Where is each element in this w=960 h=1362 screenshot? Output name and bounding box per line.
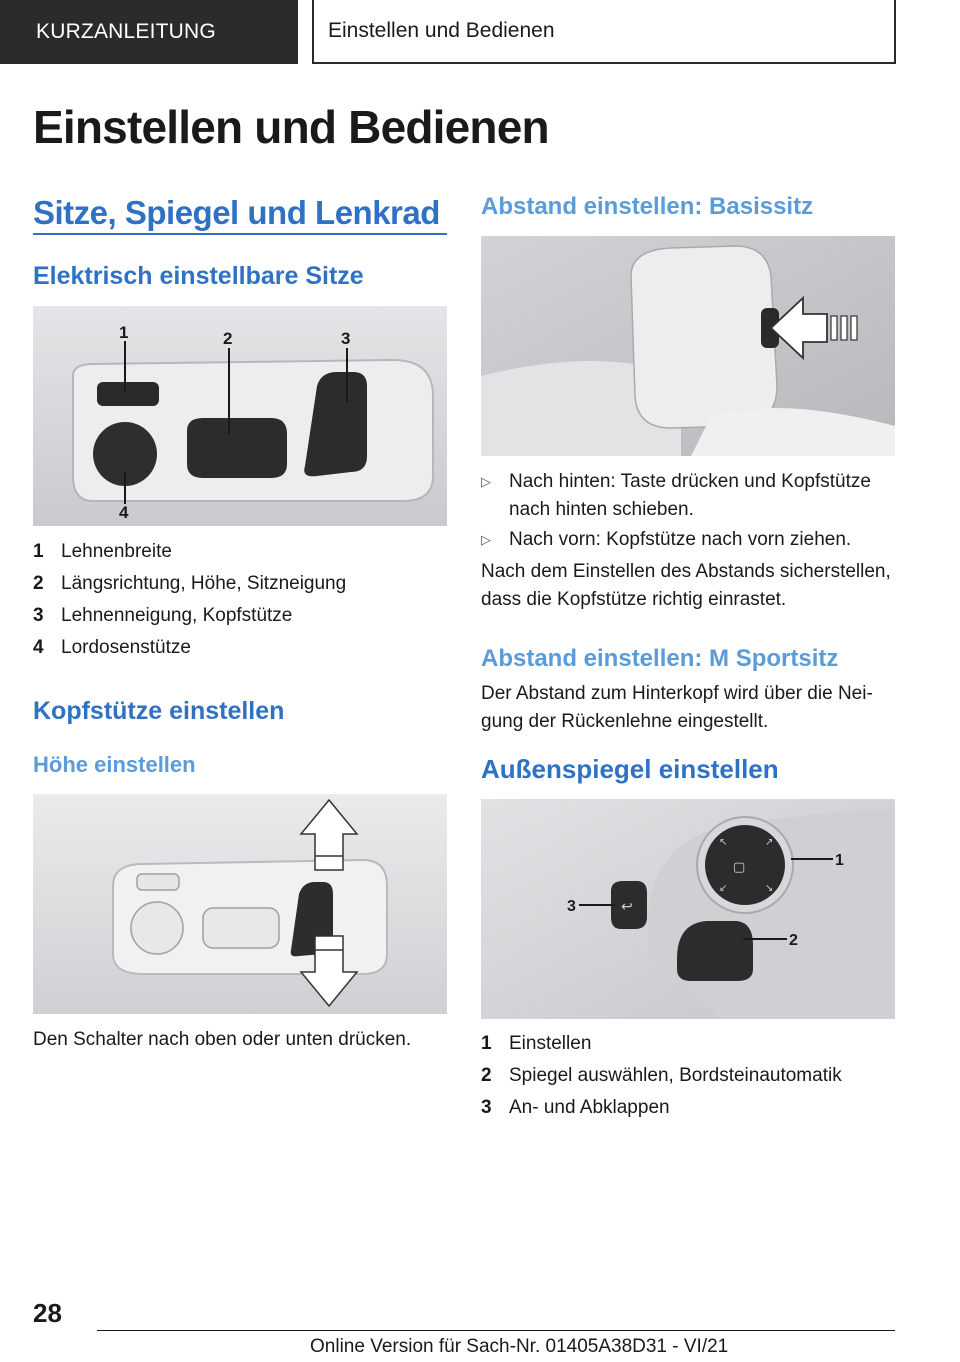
item-label: Lehnenneigung, Kopfstütze <box>61 605 293 626</box>
section-label: KURZANLEITUNG <box>36 20 216 43</box>
heading-height: Höhe einstellen <box>33 752 196 777</box>
heading-rule <box>33 233 447 235</box>
heading-basis-seat: Abstand einstellen: Basissitz <box>481 193 814 220</box>
item-label: Einstellen <box>509 1033 592 1054</box>
item-number: 2 <box>481 1065 492 1086</box>
footer-text: Online Version für Sach-Nr. 01405A38D31 - VI/21 <box>310 1336 729 1357</box>
bullet-item <box>481 526 851 554</box>
item-label: Lordosenstütze <box>61 637 191 658</box>
mirror-callout-2: 2 <box>789 932 798 949</box>
seat-legend-list <box>33 536 346 664</box>
item-number: 4 <box>33 637 44 658</box>
page-number: 28 <box>33 1298 62 1328</box>
heading-m-sport-seat: Abstand einstellen: M Sportsitz <box>481 645 839 672</box>
list-item <box>33 632 346 664</box>
text-line: gung der Rückenlehne eingestellt. <box>481 711 769 732</box>
headrest-distance-image <box>481 236 895 456</box>
item-number: 2 <box>33 573 44 594</box>
text-line: Der Abstand zum Hinterkopf wird über die Nei- <box>481 683 873 704</box>
note-line: Nach dem Einstellen des Abstands sicherstellen, <box>481 561 891 582</box>
seat-controls-image <box>33 306 447 526</box>
m-sport-text <box>481 680 873 736</box>
list-item <box>481 1028 842 1060</box>
svg-text:↗: ↗ <box>765 837 774 848</box>
seat-callout-3: 3 <box>341 329 351 348</box>
list-item <box>481 1060 842 1092</box>
heading-headrest: Kopfstütze einstellen <box>33 697 285 725</box>
svg-text:↘: ↘ <box>765 883 774 894</box>
list-item <box>33 536 346 568</box>
section-tab <box>0 0 298 64</box>
item-label: Lehnenbreite <box>61 541 172 562</box>
page-title: Einstellen und Bedienen <box>33 101 549 153</box>
chapter-label: Einstellen und Bedienen <box>328 19 555 42</box>
item-label: Längsrichtung, Höhe, Sitzneigung <box>61 573 347 594</box>
list-item <box>33 600 346 632</box>
seat-callout-4: 4 <box>119 503 129 522</box>
mirror-callout-3: 3 <box>567 898 576 915</box>
mirror-callout-1: 1 <box>835 852 844 869</box>
headrest-height-image <box>33 794 447 1014</box>
item-number: 1 <box>481 1033 492 1054</box>
footer-rule <box>97 1330 895 1331</box>
bullet-text: Nach vorn: Kopfstütze nach vorn ziehen. <box>509 529 852 550</box>
svg-text:▢: ▢ <box>733 860 746 875</box>
item-number: 3 <box>481 1097 492 1118</box>
section-heading-seats-mirrors: Sitze, Spiegel und Lenkrad <box>33 194 440 231</box>
chapter-tab <box>312 0 896 64</box>
item-number: 3 <box>33 605 44 626</box>
svg-text:↩: ↩ <box>621 899 633 915</box>
svg-text:↖: ↖ <box>719 837 728 848</box>
mirror-controls-image <box>481 799 895 1019</box>
heading-mirror: Außenspiegel einstellen <box>481 754 779 784</box>
item-number: 1 <box>33 541 44 562</box>
basis-note <box>481 558 891 614</box>
height-instruction: Den Schalter nach oben oder unten drücken. <box>33 1029 412 1050</box>
list-item <box>33 568 346 600</box>
note-line: dass die Kopfstütze richtig einrastet. <box>481 589 787 610</box>
item-label: Spiegel auswählen, Bordsteinautomatik <box>509 1065 842 1086</box>
seat-callout-1: 1 <box>119 323 129 342</box>
bullet-text: Nach hinten: Taste drücken und Kopfstütze <box>509 471 871 492</box>
bullet-triangle-icon: ▷ <box>481 532 491 547</box>
svg-text:↙: ↙ <box>719 883 728 894</box>
list-item <box>481 1092 842 1124</box>
seat-callout-2: 2 <box>223 329 233 348</box>
bullet-text: nach hinten schieben. <box>509 499 694 520</box>
bullet-triangle-icon: ▷ <box>481 474 491 489</box>
heading-electric-seats: Elektrisch einstellbare Sitze <box>33 262 364 290</box>
bullet-item <box>481 468 871 524</box>
mirror-legend-list <box>481 1028 842 1124</box>
item-label: An- und Abklappen <box>509 1097 670 1118</box>
